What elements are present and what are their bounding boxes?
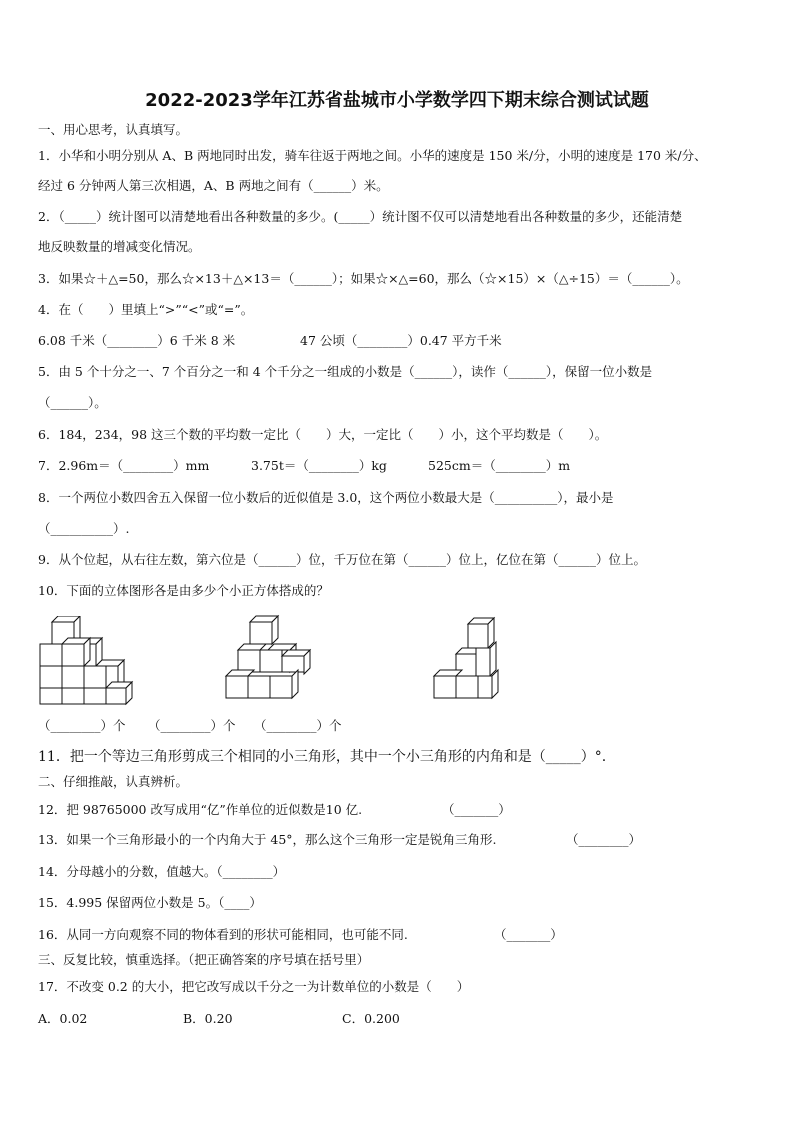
question-2-line-2: 地反映数量的增减变化情况。 — [38, 239, 201, 254]
cube-figure-2 — [224, 612, 328, 704]
section-2-heading: 二、仔细推敲，认真辨析。 — [38, 774, 189, 789]
question-6: 6．184，234，98 这三个数的平均数一定比（ ）大，一定比（ ）小，这个平均数是（ ）。 — [38, 427, 608, 442]
question-3: 3．如果☆＋△=50，那么☆×13＋△×13＝（______）；如果☆×△=60，那么（☆×15）×（△÷15）＝（______）。 — [38, 271, 689, 286]
question-17-option-b: B．0.20 — [183, 1011, 233, 1026]
question-10-answer-3: （________）个 — [254, 718, 342, 733]
question-1-line-2: 经过 6 分钟两人第三次相遇，A、B 两地之间有（______）米。 — [38, 178, 389, 193]
question-10: 10．下面的立体图形各是由多少个小正方体搭成的？ — [38, 583, 329, 598]
question-2-line-1: 2．（_____）统计图可以清楚地看出各种数量的多少。(_____）统计图不仅可以清楚地看出各种数量的多少，还能清楚 — [38, 209, 683, 224]
question-8-line-1: 8．一个两位小数四舍五入保留一位小数后的近似值是 3.0，这个两位小数最大是（__________），最小是 — [38, 490, 614, 505]
question-1-line-1: 1．小华和小明分别从 A、B 两地同时出发，骑车往返于两地之间。小华的速度是 150 米/分，小明的速度是 170 米/分、 — [38, 148, 707, 163]
question-12: 12．把 98765000 改写成用“亿”作单位的近似数是10 亿. — [38, 802, 363, 817]
question-7-part-b: 3.75t＝（________）kg — [251, 458, 387, 473]
cube-figure-3 — [432, 614, 504, 704]
question-14: 14．分母越小的分数，值越大。（________） — [38, 864, 286, 879]
question-16-blank: （_______） — [494, 927, 563, 942]
section-1-heading: 一、用心思考，认真填写。 — [38, 122, 189, 137]
page-title: 2022-2023学年江苏省盐城市小学数学四下期末综合测试试题 — [145, 90, 649, 111]
question-8-line-2: （__________）. — [38, 521, 130, 536]
question-4-item-1: 6.08 千米（________）6 千米 8 米 — [38, 333, 236, 348]
question-12-blank: （_______） — [442, 802, 511, 817]
question-5-line-1: 5．由 5 个十分之一、7 个百分之一和 4 个千分之一组成的小数是（______），读作（______），保留一位小数是 — [38, 364, 653, 379]
question-17-option-a: A．0.02 — [38, 1011, 88, 1026]
question-7-part-a: 7．2.96m＝（________）mm — [38, 458, 210, 473]
question-16: 16．从同一方向观察不同的物体看到的形状可能相同，也可能不同. — [38, 927, 408, 942]
question-15: 15．4.995 保留两位小数是 5。（____） — [38, 895, 262, 910]
question-17: 17．不改变 0.2 的大小，把它改写成以千分之一为计数单位的小数是（ ） — [38, 979, 470, 994]
question-10-answer-1: （________）个 — [38, 718, 126, 733]
question-5-line-2: （______）。 — [38, 395, 107, 410]
section-3-heading: 三、反复比较，慎重选择。（把正确答案的序号填在括号里） — [38, 952, 370, 967]
question-10-answer-2: （________）个 — [148, 718, 236, 733]
question-17-option-c: C．0.200 — [342, 1011, 400, 1026]
question-11: 11．把一个等边三角形剪成三个相同的小三角形，其中一个小三角形的内角和是（_____）°. — [38, 749, 607, 765]
question-13: 13．如果一个三角形最小的一个内角大于 45°，那么这个三角形一定是锐角三角形. — [38, 832, 497, 847]
question-7-part-c: 525cm＝（________）m — [428, 458, 571, 473]
cube-figure-1 — [38, 616, 138, 706]
question-4: 4．在（ ）里填上“>”“<”或“=”。 — [38, 302, 254, 317]
question-4-item-2: 47 公顷（________）0.47 平方千米 — [300, 333, 502, 348]
question-13-blank: （________） — [566, 832, 642, 847]
question-9: 9．从个位起，从右往左数，第六位是（______）位，千万位在第（______）位上，亿位在第（______）位上。 — [38, 552, 646, 567]
